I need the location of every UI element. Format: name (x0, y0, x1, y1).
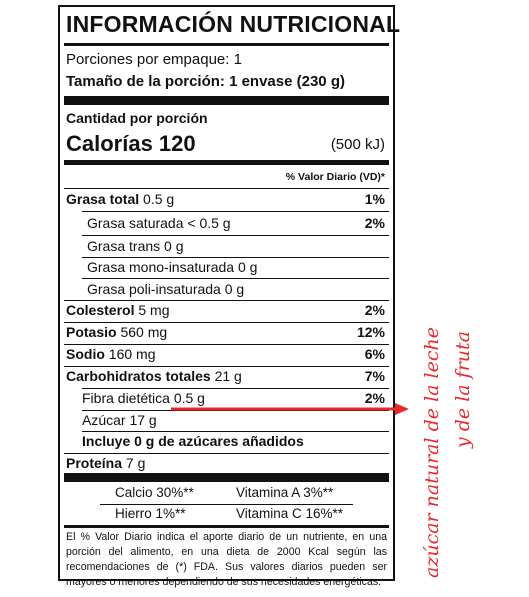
carbs-name: Carbohidratos totales (66, 368, 211, 384)
footnote-divider (64, 525, 389, 528)
row-divider (82, 257, 389, 258)
label-title: INFORMACIÓN NUTRICIONAL (66, 11, 401, 37)
cholesterol-row (66, 302, 169, 318)
thick-divider-top (64, 96, 389, 105)
potassium-name: Potasio (66, 324, 117, 340)
dv-header: % Valor Diario (VD)* (285, 171, 385, 183)
potassium-dv: 12% (356, 324, 385, 340)
row-divider (64, 188, 389, 189)
row-divider (64, 322, 389, 323)
carbs-dv: 7% (364, 368, 385, 384)
arrow-icon (171, 402, 409, 416)
fiber-amount: 0.5 g (173, 390, 205, 406)
fiber-name: Fibra dietética (82, 390, 170, 406)
protein-amount: 7 g (125, 455, 146, 471)
annotation-line1: azúcar natural de la leche (421, 327, 443, 578)
sodium-dv: 6% (364, 346, 385, 362)
potassium-row (66, 324, 167, 340)
fat-mono: Grasa mono-insaturada 0 g (87, 259, 258, 275)
row-divider (82, 235, 389, 236)
row-divider (64, 344, 389, 345)
fat-saturated-dv: 2% (364, 215, 385, 231)
iron: Hierro 1%** (115, 506, 186, 521)
fiber-dv: 2% (364, 390, 385, 406)
cholesterol-name: Colesterol (66, 302, 135, 318)
annotation-line2: y de la fruta (452, 331, 474, 448)
calories-divider (64, 160, 389, 165)
handwritten-annotation (404, 280, 504, 580)
carbs-row (66, 368, 242, 384)
fat-poly: Grasa poli-insaturada 0 g (87, 281, 245, 297)
calories-value: Calorías 120 (66, 131, 196, 156)
row-divider (82, 278, 389, 279)
protein-name: Proteína (66, 455, 123, 471)
sugar-name: Azúcar (82, 412, 126, 428)
fat-saturated: Grasa saturada < 0.5 g (87, 215, 231, 231)
row-divider (82, 211, 389, 212)
potassium-amount: 560 mg (120, 324, 168, 340)
fat-total-name: Grasa total (66, 191, 140, 207)
sugar-amount: 17 g (129, 412, 157, 428)
row-divider (82, 431, 389, 432)
servings-per-container: Porciones por empaque: 1 (66, 51, 242, 68)
fat-total-row (66, 191, 174, 207)
cholesterol-dv: 2% (364, 302, 385, 318)
vitamin-c: Vitamina C 16%** (236, 506, 344, 521)
vitamin-a: Vitamina A 3%** (236, 485, 334, 500)
row-divider (64, 300, 389, 301)
fat-total-amount: 0.5 g (143, 191, 175, 207)
row-divider (64, 366, 389, 367)
fat-total-dv: 1% (364, 191, 385, 207)
sodium-amount: 160 mg (108, 346, 156, 362)
cholesterol-amount: 5 mg (138, 302, 170, 318)
amount-per-serving: Cantidad por porción (66, 110, 208, 126)
added-sugar: Incluye 0 g de azúcares añadidos (82, 433, 304, 449)
sodium-name: Sodio (66, 346, 105, 362)
protein-row (66, 455, 145, 471)
row-divider (100, 504, 353, 505)
fat-trans: Grasa trans 0 g (87, 238, 184, 254)
footnote: El % Valor Diario indica el aporte diario de un nutriente, en una porción del alimento, en una dieta de 2000 Kcal según las recomendaciones de (*) FDA. Sus valores diarios pueden ser mayores o menores dependiendo de sus necesidades energéticas. (66, 531, 387, 588)
calories-kj: (500 kJ) (330, 136, 385, 153)
thick-divider-bottom (64, 473, 389, 482)
sugar-row (82, 412, 157, 428)
row-divider (64, 453, 389, 454)
nutrition-label (58, 5, 401, 588)
serving-size: Tamaño de la porción: 1 envase (230 g) (66, 73, 345, 90)
sodium-row (66, 346, 155, 362)
carbs-amount: 21 g (214, 368, 242, 384)
row-divider (82, 388, 389, 389)
calcium: Calcio 30%** (115, 485, 194, 500)
title-divider (64, 43, 389, 46)
